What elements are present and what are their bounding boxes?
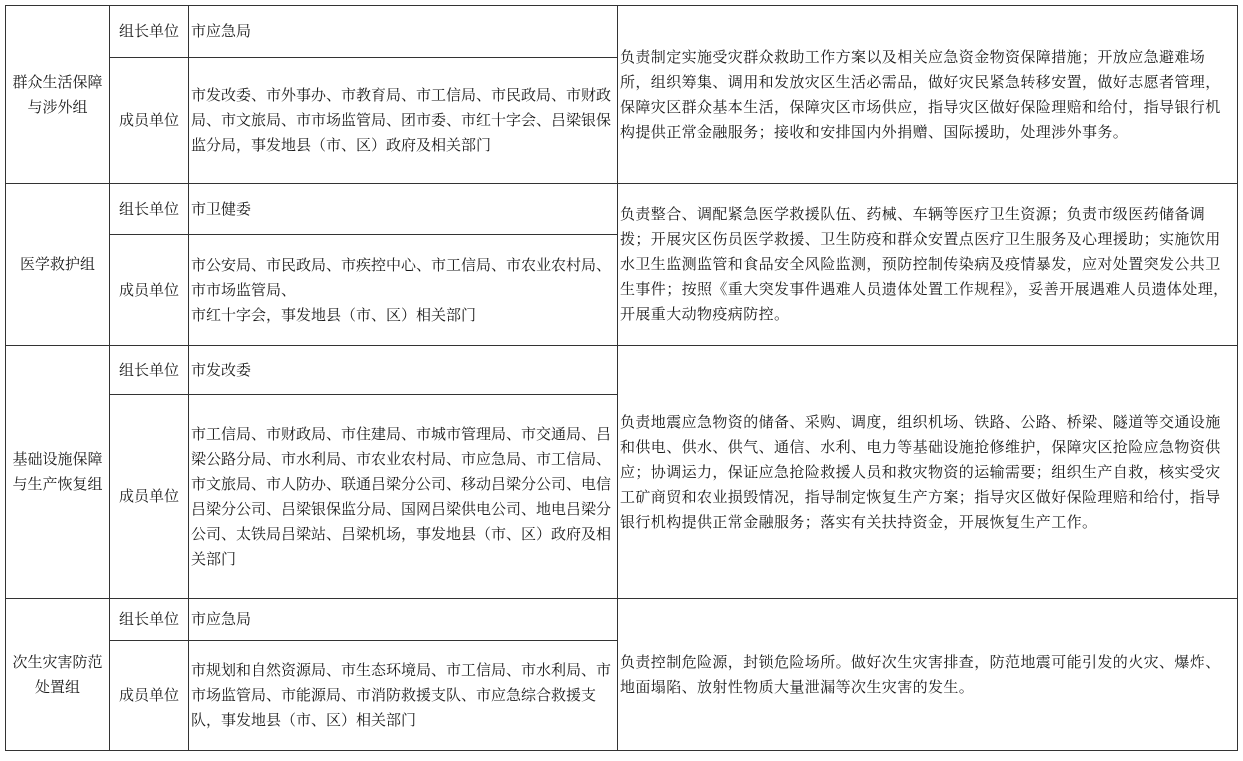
leader-role-label: 组长单位 [110,184,189,235]
member-role-label: 成员单位 [110,58,189,184]
member-role-label: 成员单位 [110,235,189,346]
leader-role-label: 组长单位 [110,599,189,641]
group-name-cell: 基础设施保障与生产恢复组 [6,346,110,599]
duties-cell: 负责控制危险源，封锁危险场所。做好次生灾害排查，防范地震可能引发的火灾、爆炸、地面塌陷、放射性物质大量泄漏等次生灾害的发生。 [618,599,1238,751]
group-name-cell: 医学救护组 [6,184,110,346]
duties-cell: 负责制定实施受灾群众救助工作方案以及相关应急资金物资保障措施；开放应急避难场所，组织筹集、调用和发放灾区生活必需品，做好灾民紧急转移安置，做好志愿者管理，保障灾区群众基本生活，保障灾区市场供应，指导灾区做好保险理赔和给付，指导银行机构提供正常金融服务；接收和安排国内外捐赠、国际援助，处理涉外事务。 [618,6,1238,184]
leader-role-label: 组长单位 [110,346,189,395]
member-units: 市规划和自然资源局、市生态环境局、市工信局、市水利局、市市场监管局、市能源局、市消防救援支队、市应急综合救援支队，事发地县（市、区）相关部门 [189,641,618,751]
leader-unit: 市应急局 [189,599,618,641]
leader-unit: 市应急局 [189,6,618,58]
table-row [6,599,1238,641]
leader-role-label: 组长单位 [110,6,189,58]
group-name-cell: 群众生活保障与涉外组 [6,6,110,184]
table-row [6,346,1238,395]
member-role-label: 成员单位 [110,395,189,599]
group-name-cell: 次生灾害防范处置组 [6,599,110,751]
emergency-groups-table [5,5,1238,751]
table-row [6,184,1238,235]
leader-unit: 市发改委 [189,346,618,395]
member-units: 市工信局、市财政局、市住建局、市城市管理局、市交通局、吕梁公路分局、市水利局、市农业农村局、市应急局、市工信局、市文旅局、市人防办、联通吕梁分公司、移动吕梁分公司、电信吕梁分公司、吕梁银保监分局、国网吕梁供电公司、地电吕梁分公司、太铁局吕梁站、吕梁机场，事发地县（市、区）政府及相关部门 [189,395,618,599]
leader-unit: 市卫健委 [189,184,618,235]
member-role-label: 成员单位 [110,641,189,751]
table-row [6,6,1238,58]
member-units: 市公安局、市民政局、市疾控中心、市工信局、市农业农村局、市市场监管局、 市红十字会，事发地县（市、区）相关部门 [189,235,618,346]
member-units: 市发改委、市外事办、市教育局、市工信局、市民政局、市财政局、市文旅局、市市场监管局、团市委、市红十字会、吕梁银保监分局，事发地县（市、区）政府及相关部门 [189,58,618,184]
duties-cell: 负责地震应急物资的储备、采购、调度，组织机场、铁路、公路、桥梁、隧道等交通设施和供电、供水、供气、通信、水利、电力等基础设施抢修维护，保障灾区抢险应急物资供应；协调运力，保证应急抢险救援人员和救灾物资的运输需要；组织生产自救，核实受灾工矿商贸和农业损毁情况，指导制定恢复生产方案；指导灾区做好保险理赔和给付，指导银行机构提供正常金融服务；落实有关扶持资金，开展恢复生产工作。 [618,346,1238,599]
duties-cell: 负责整合、调配紧急医学救援队伍、药械、车辆等医疗卫生资源；负责市级医药储备调拨；开展灾区伤员医学救援、卫生防疫和群众安置点医疗卫生服务及心理援助；实施饮用水卫生监测监管和食品安全风险监测，预防控制传染病及疫情暴发，应对处置突发公共卫生事件；按照《重大突发事件遇难人员遗体处置工作规程》，妥善开展遇难人员遗体处理，开展重大动物疫病防控。 [618,184,1238,346]
